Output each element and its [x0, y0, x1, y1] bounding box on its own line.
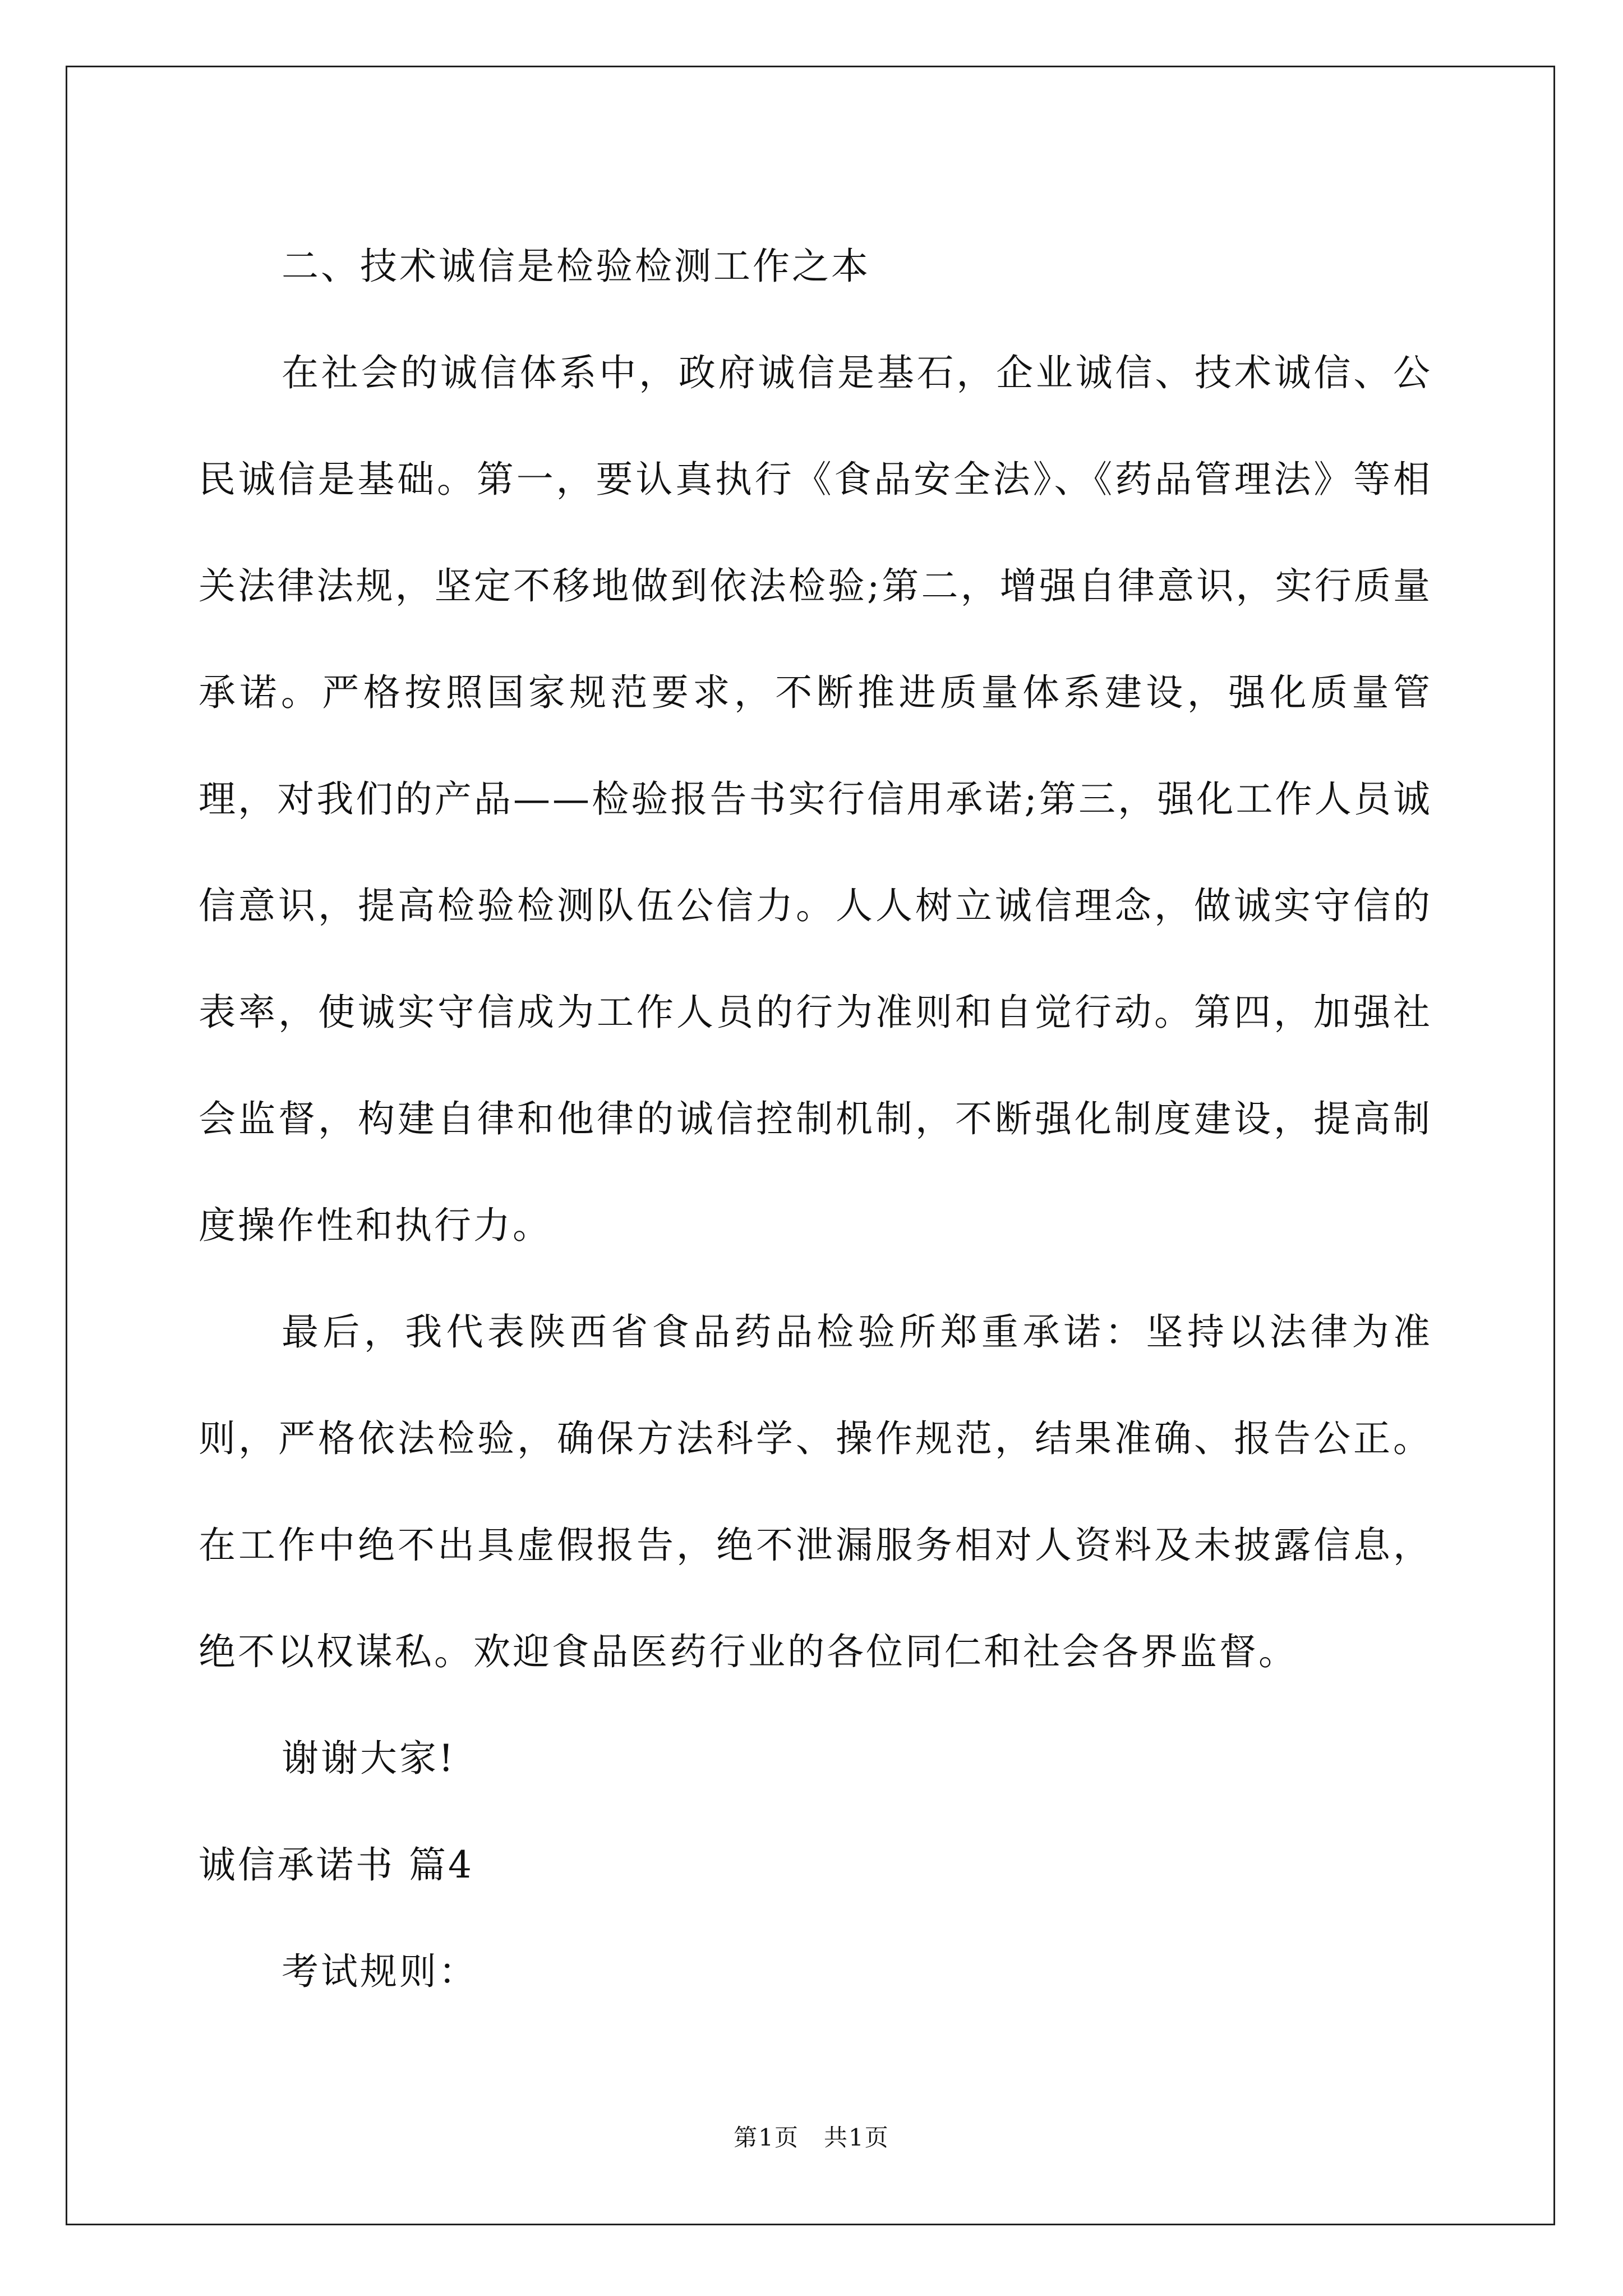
page-footer: 第1页 共1页	[734, 2124, 889, 2151]
closing-line: 谢谢大家!	[282, 1737, 456, 1780]
document-body	[199, 213, 1432, 2025]
body-paragraph-1: 在社会的诚信体系中，政府诚信是基石，企业诚信、技术诚信、公民诚信是基础。第一，要认真执行《食品安全法》、《药品管理法》等相关法律法规，坚定不移地做到依法检验;第二，增强自律意识，实行质量承诺。严格按照国家规范要求，不断推进质量体系建设，强化质量管理，对我们的产品——检验报告书实行信用承诺;第三，强化工作人员诚信意识，提高检验检测队伍公信力。人人树立诚信理念，做诚实守信的表率，使诚实守信成为工作人员的行为准则和自觉行动。第四，加强社会监督，构建自律和他律的诚信控制机制，不断强化制度建设，提高制度操作性和执行力。	[199, 351, 1432, 1247]
exam-rules-heading: 考试规则：	[282, 1950, 478, 1993]
body-paragraph-2: 最后，我代表陕西省食品药品检验所郑重承诺：坚持以法律为准则，严格依法检验，确保方法科学、操作规范，结果准确、报告公正。在工作中绝不出具虚假报告，绝不泄漏服务相对人资料及未披露信息，绝不以权谋私。欢迎食品医药行业的各位同仁和社会各界监督。	[199, 1310, 1432, 1673]
document-title: 诚信承诺书 篇4	[199, 1843, 474, 1887]
section-heading: 二、技术诚信是检验检测工作之本	[282, 245, 870, 288]
